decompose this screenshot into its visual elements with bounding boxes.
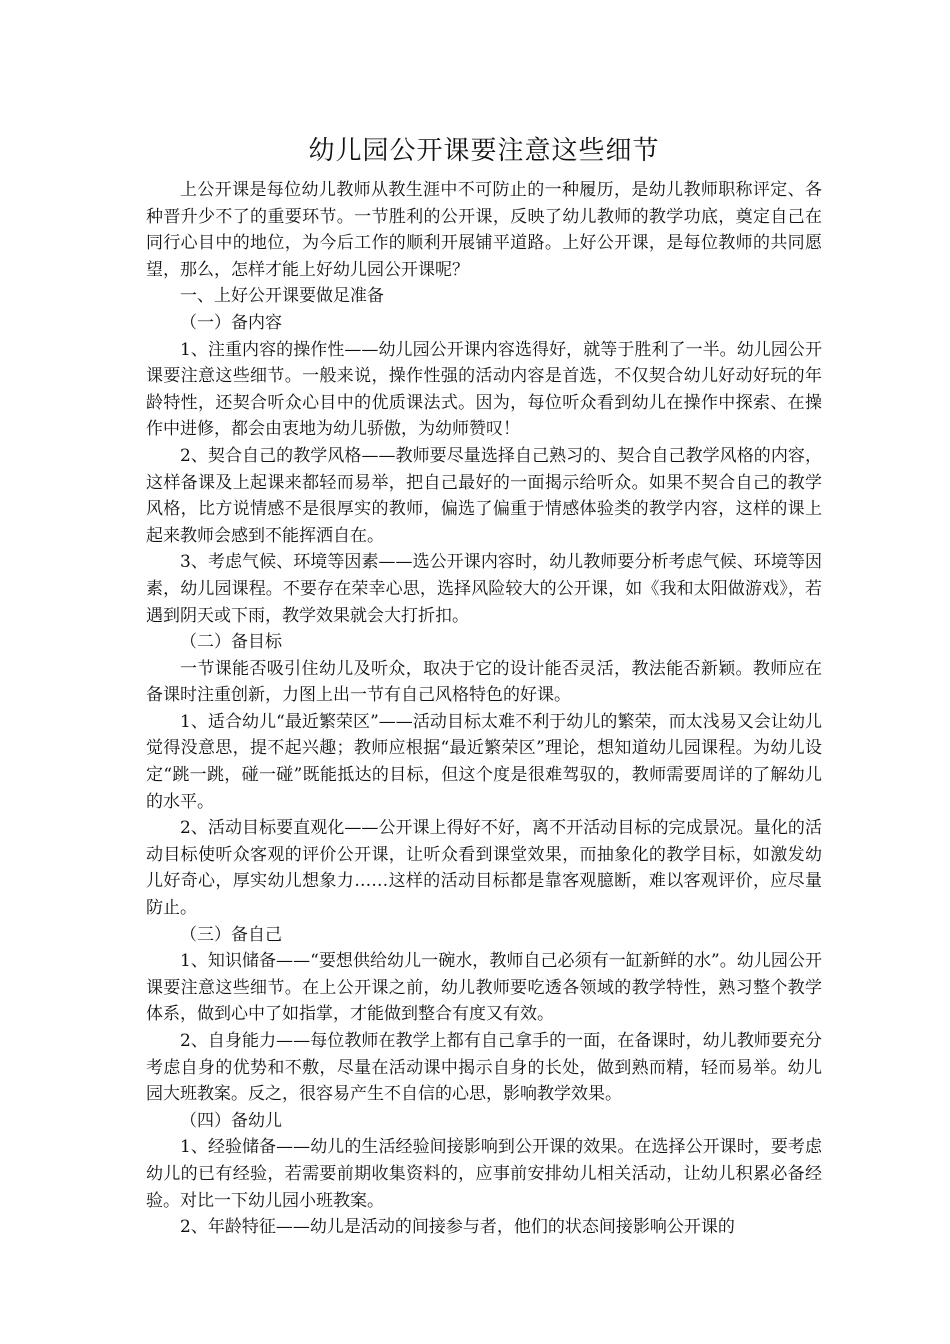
paragraph: 2、年龄特征——幼儿是活动的间接参与者，他们的状态间接影响公开课的 — [180, 1217, 735, 1238]
paragraph: 1、适合幼儿“最近繁荣区”——活动目标太难不利于幼儿的繁荣，而太浅易又会让幼儿觉得没意思，提不起兴趣；教师应根据“最近繁荣区”理论，想知道幼儿园课程。为幼儿设定“跳一跳，碰一碰”既能抵达的目标，但这个度是很难驾驭的，教师需要周详的了解幼儿的水平。 — [146, 711, 822, 812]
paragraph: 2、契合自己的教学风格——教师要尽量选择自己熟习的、契合自己教学风格的内容，这样备课及上起课来都轻而易举，把自己最好的一面揭示给听众。如果不契合自己的教学风格，比方说情感不是很厚实的教师，偏选了偏重于情感体验类的教学内容，这样的课上起来教师会感到不能挥洒自在。 — [146, 445, 822, 546]
document-page — [146, 133, 822, 1241]
document-body — [146, 177, 822, 1241]
section-heading: 一、上好公开课要做足准备 — [180, 286, 384, 307]
section-heading: （四）备幼儿 — [180, 1110, 282, 1131]
document-title: 幼儿园公开课要注意这些细节 — [308, 136, 660, 166]
section-heading: （二）备目标 — [180, 632, 282, 653]
paragraph: 1、知识储备——“要想供给幼儿一碗水，教师自己必须有一缸新鲜的水”。幼儿园公开课要注意这些细节。在上公开课之前，幼儿教师要吃透各领域的教学特性，熟习整个教学体系，做到心中了如指掌，才能做到整合有度又有效。 — [146, 951, 822, 1025]
paragraph: 2、自身能力——每位教师在教学上都有自己拿手的一面，在备课时，幼儿教师要充分考虑自身的优势和不敷，尽量在活动课中揭示自身的长处，做到熟而精，轻而易举。幼儿园大班教案。反之，很容易产生不自信的心思，影响教学效果。 — [146, 1031, 822, 1105]
section-heading: （一）备内容 — [180, 312, 282, 333]
section-heading: （三）备自己 — [180, 924, 282, 945]
paragraph: 上公开课是每位幼儿教师从教生涯中不可防止的一种履历，是幼儿教师职称评定、各种晋升少不了的重要环节。一节胜利的公开课，反映了幼儿教师的教学功底，奠定自己在同行心目中的地位，为今后工作的顺利开展铺平道路。上好公开课，是每位教师的共同愿望，那么，怎样才能上好幼儿园公开课呢？ — [146, 180, 822, 280]
paragraph: 1、注重内容的操作性——幼儿园公开课内容选得好，就等于胜利了一半。幼儿园公开课要注意这些细节。一般来说，操作性强的活动内容是首选，不仅契合幼儿好动好玩的年龄特性，还契合听众心目中的优质课法式。因为，每位听众看到幼儿在操作中探索、在操作中进修，都会由衷地为幼儿骄傲，为幼师赞叹！ — [146, 339, 822, 440]
paragraph: 1、经验储备——幼儿的生活经验间接影响到公开课的效果。在选择公开课时，要考虑幼儿的已有经验，若需要前期收集资料的，应事前安排幼儿相关活动，让幼儿积累必备经验。对比一下幼儿园小班教案。 — [146, 1137, 822, 1211]
paragraph: 2、活动目标要直观化——公开课上得好不好，离不开活动目标的完成景况。量化的活动目标使听众客观的评价公开课，让听众看到课堂效果，而抽象化的教学目标，如激发幼儿好奇心，厚实幼儿想象力……这样的活动目标都是靠客观臆断，难以客观评价，应尽量防止。 — [146, 818, 822, 919]
paragraph: 3、考虑气候、环境等因素——选公开课内容时，幼儿教师要分析考虑气候、环境等因素，幼儿园课程。不要存在荣幸心思，选择风险较大的公开课，如《我和太阳做游戏》，若遇到阴天或下雨，教学效果就会大打折扣。 — [146, 552, 822, 626]
paragraph: 一节课能否吸引住幼儿及听众，取决于它的设计能否灵活，教法能否新颖。教师应在备课时注重创新，力图上出一节有自己风格特色的好课。 — [146, 658, 822, 706]
